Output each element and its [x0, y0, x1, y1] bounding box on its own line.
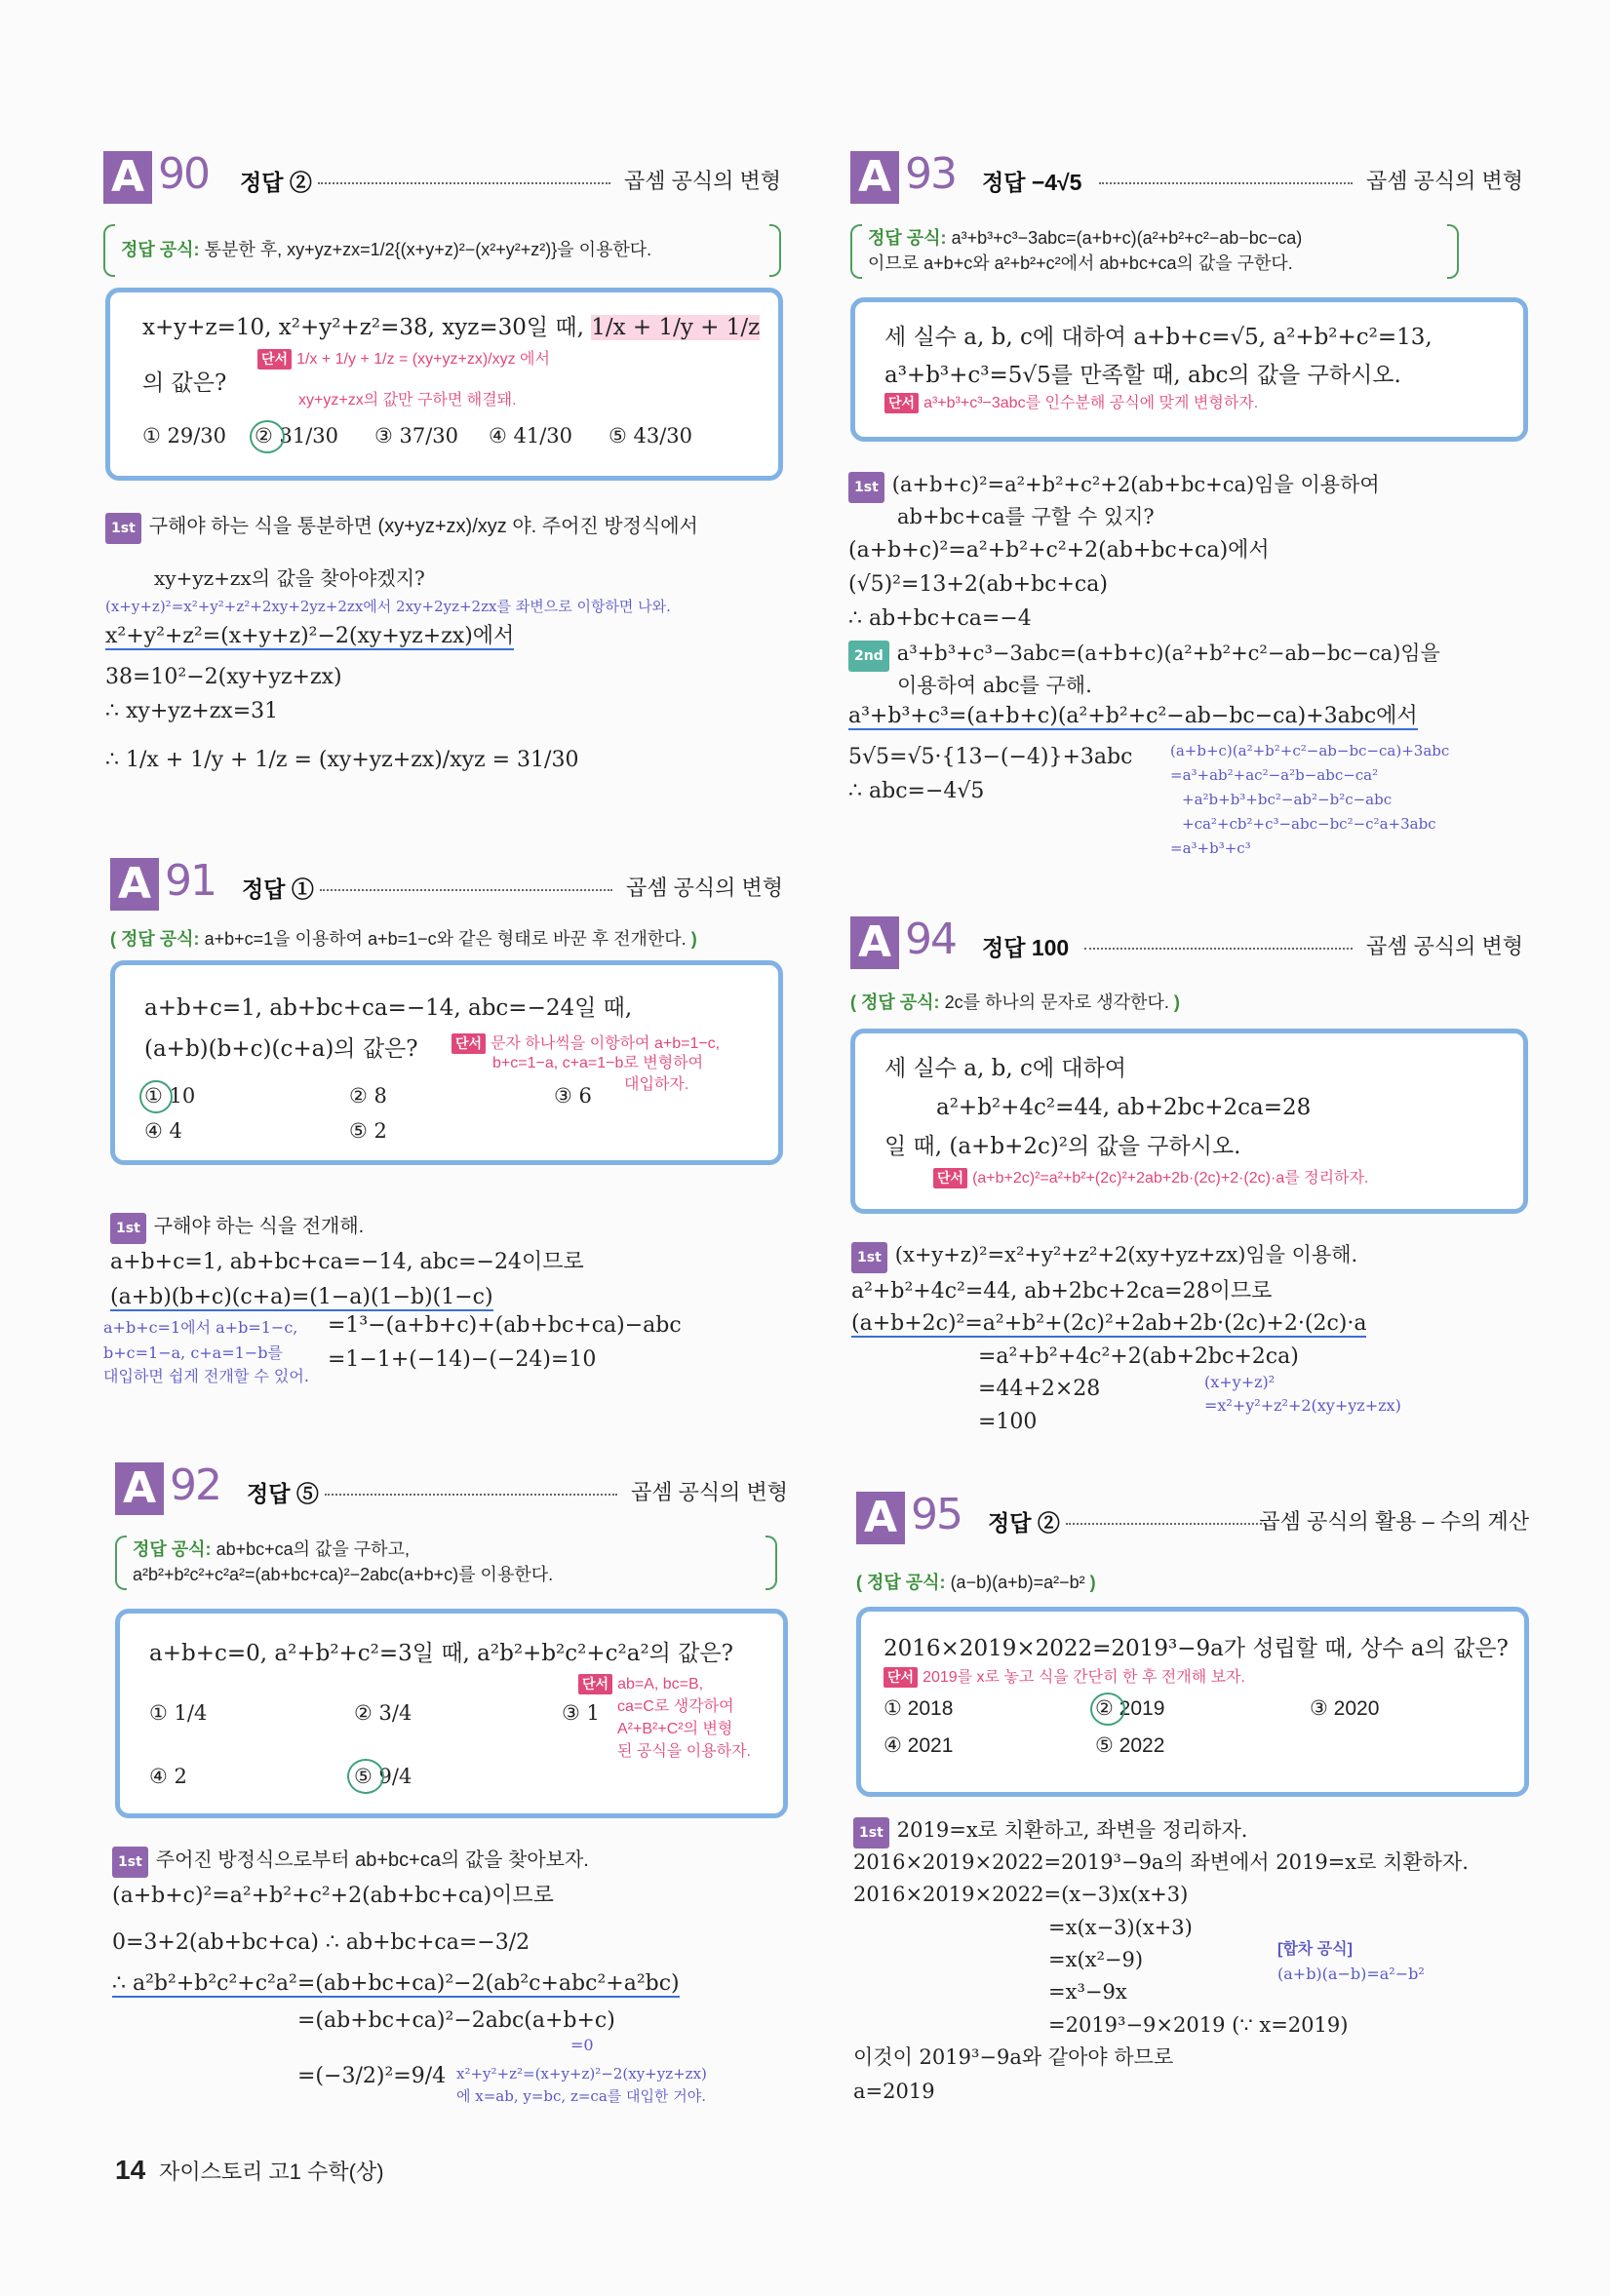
sol95-3: 2016×2019×2022=(x−3)x(x+3)	[853, 1883, 1189, 1906]
sol93-2: ab+bc+ca를 구할 수 있지?	[897, 505, 1155, 528]
answer-label: 정답 ②	[988, 1510, 1060, 1536]
option-5: ⑤ 2022	[1095, 1734, 1165, 1757]
sol95-note-2: (a+b)(a−b)=a²−b²	[1277, 1965, 1425, 1983]
sol95-2: 2016×2019×2022=2019³−9a의 좌변에서 2019=x로 치환하자.	[853, 1850, 1469, 1874]
a-badge: A	[103, 151, 152, 204]
hint-line-4: 된 공식을 이용하자.	[617, 1743, 751, 1760]
section-header	[856, 1492, 1529, 1552]
formula-text: 2c를 하나의 문자로 생각한다.	[944, 992, 1169, 1012]
key-formula: ( 정답 공식: (a−b)(a+b)=a²−b² )	[856, 1573, 1096, 1592]
category-label: 곱셈 공식의 변형	[631, 1480, 788, 1504]
category-label: 곱셈 공식의 변형	[1366, 934, 1523, 958]
sol95-4: =x(x−3)(x+3)	[1048, 1916, 1193, 1939]
bracket-right	[766, 1536, 777, 1590]
question-line-1: a+b+c=0, a²+b²+c²=3일 때, a²b²+b²c²+c²a²의 값은?	[149, 1641, 733, 1666]
hint: 단서 (a+b+2c)²=a²+b²+(2c)²+2ab+2b·(2c)+2·(2c)·a를 정리하자.	[933, 1168, 1368, 1188]
formula-label: 정답 공식:	[868, 228, 947, 248]
book-title: 자이스토리 고1 수학(상)	[159, 2160, 384, 2184]
sol92-2: (a+b+c)²=a²+b²+c²+2(ab+bc+ca)이므로	[112, 1884, 554, 1908]
key-formula: ( 정답 공식: a+b+c=1을 이용하여 a+b=1−c와 같은 형태로 바꾼 후 전개한다. )	[110, 929, 697, 949]
hint-tag: 단서	[884, 393, 919, 413]
sol93-1: 1st (a+b+c)²=a²+b²+c²+2(ab+bc+ca)임을 이용하여	[848, 470, 1380, 503]
problem-number: 90	[158, 149, 209, 199]
problem-number: 95	[911, 1490, 962, 1539]
sol93-4: (√5)²=13+2(ab+bc+ca)	[848, 572, 1108, 597]
question-expression: 1/x + 1/y + 1/z	[591, 315, 761, 340]
sol93-7: 이용하여 abc를 구해.	[897, 674, 1092, 697]
sol91-3: (a+b)(b+c)(c+a)=(1−a)(1−b)(1−c)	[110, 1285, 493, 1309]
sol93-note-1: (a+b+c)(a²+b²+c²−ab−bc−ca)+3abc	[1170, 742, 1450, 759]
key-formula	[121, 237, 651, 262]
section-a92	[115, 1462, 788, 1833]
key-formula-2: a²b²+b²c²+c²a²=(ab+bc+ca)²−2abc(a+b+c)를 이용한다.	[133, 1565, 554, 1584]
sol92-note-2: 에 x=ab, y=bc, z=ca를 대입한 거야.	[456, 2087, 707, 2105]
sol94-5: =44+2×28	[978, 1377, 1101, 1401]
hint-line-2: ca=C로 생각하여	[617, 1698, 734, 1715]
sol91-note-2: b+c=1−a, c+a=1−b를	[103, 1343, 283, 1362]
sol91-note-1: a+b+c=1에서 a+b=1−c,	[103, 1318, 298, 1337]
option-3: ③ 1	[562, 1701, 600, 1725]
answer-label: 정답 ②	[240, 170, 312, 195]
hint-tag: 단서	[933, 1168, 967, 1188]
answer-circle	[1090, 1693, 1125, 1726]
answer-circle	[347, 1759, 384, 1794]
question-line-2: a²+b²+4c²=44, ab+2bc+2ca=28	[936, 1095, 1312, 1120]
a-badge: A	[856, 1492, 905, 1544]
a-badge: A	[850, 151, 899, 204]
hint-line-2: b+c=1−a, c+a=1−b로 변형하여	[492, 1055, 704, 1071]
category-label: 곱셈 공식의 변형	[626, 876, 783, 900]
hint: 단서 문자 하나씩을 이항하여 a+b=1−c,	[452, 1033, 720, 1054]
sol93-9: 5√5=√5·{13−(−4)}+3abc	[848, 745, 1133, 769]
sol92-6: =(−3/2)²=9/4	[297, 2064, 447, 2088]
section-header	[850, 151, 1523, 212]
sol92-1: 1st 주어진 방정식으로부터 ab+bc+ca의 값을 찾아보자.	[112, 1846, 589, 1878]
answer-circle	[250, 420, 285, 453]
sol94-2: a²+b²+4c²=44, ab+2bc+2ca=28이므로	[851, 1279, 1273, 1304]
option-2: ② 2019	[1095, 1697, 1165, 1720]
sol94-3: (a+b+2c)²=a²+b²+(2c)²+2ab+2b·(2c)+2·(2c)·a	[851, 1311, 1367, 1336]
bracket-left	[103, 224, 115, 277]
option-3: ③ 6	[554, 1084, 592, 1108]
sol94-note-1: (x+y+z)²	[1204, 1373, 1276, 1391]
section-a95	[856, 1492, 1529, 1804]
sol93-5: ∴ ab+bc+ca=−4	[848, 606, 1032, 631]
option-4: ④ 4	[144, 1119, 182, 1143]
sol91-5: =1−1+(−14)−(−24)=10	[328, 1347, 597, 1372]
sol90-6: ∴ 1/x + 1/y + 1/z = (xy+yz+zx)/xyz = 31/30	[105, 748, 579, 772]
formula-text: 통분한 후, xy+yz+zx=1/2{(x+y+z)²−(x²+y²+z²)}을 이용한다.	[204, 240, 652, 259]
question-line-2: (a+b)(b+c)(c+a)의 값은?	[144, 1036, 418, 1062]
question-line-1: x+y+z=10, x²+y²+z²=38, xyz=30일 때, 1/x + 1/y + 1/z	[142, 315, 761, 340]
leader-dots	[318, 182, 610, 184]
problem-number: 94	[905, 915, 956, 964]
sol93-3: (a+b+c)²=a²+b²+c²+2(ab+bc+ca)에서	[848, 538, 1270, 563]
question-line-1: 세 실수 a, b, c에 대하여	[884, 1056, 1127, 1081]
formula-text: a+b+c=1을 이용하여 a+b=1−c와 같은 형태로 바꾼 후 전개한다.	[204, 929, 687, 949]
formula-label: 정답 공식:	[121, 240, 200, 259]
section-a93	[850, 151, 1523, 444]
sol94-1: 1st (x+y+z)²=x²+y²+z²+2(xy+yz+zx)임을 이용해.	[851, 1240, 1357, 1273]
option-2: ② 31/30	[255, 424, 339, 448]
sol90-note: (x+y+z)²=x²+y²+z²+2xy+2yz+2zx에서 2xy+2yz+2zx를 좌변으로 이항하면 나와.	[105, 598, 671, 615]
option-2: ② 8	[349, 1084, 387, 1108]
option-4: ④ 2021	[884, 1734, 954, 1757]
sol92-note-1: x²+y²+z²=(x+y+z)²−2(xy+yz+zx)	[456, 2065, 707, 2082]
option-4: ④ 41/30	[489, 424, 573, 448]
sol92-5: =(ab+bc+ca)²−2abc(a+b+c)	[297, 2008, 615, 2033]
answer-label: 정답 ①	[242, 876, 314, 902]
option-1: ① 1/4	[149, 1701, 208, 1725]
key-formula-2: 이므로 a+b+c와 a²+b²+c²에서 ab+bc+ca의 값을 구한다.	[868, 253, 1293, 273]
option-4: ④ 2	[149, 1765, 187, 1788]
hint-line-3: A²+B²+C²의 변형	[617, 1721, 733, 1737]
sol95-1: 1st 2019=x로 치환하고, 좌변을 정리하자.	[853, 1815, 1247, 1848]
sol90-2: xy+yz+zx의 값을 찾아야겠지?	[154, 566, 425, 590]
section-a91	[110, 858, 783, 1189]
sol90-5: ∴ xy+yz+zx=31	[105, 699, 279, 723]
sol92-4: ∴ a²b²+b²c²+c²a²=(ab+bc+ca)²−2(ab²c+abc²+a²bc)	[112, 1971, 680, 1996]
hint: 단서 ab=A, bc=B,	[578, 1674, 703, 1694]
a-badge: A	[850, 916, 899, 969]
step-1st-tag: 1st	[853, 1817, 889, 1848]
bracket-right	[1447, 224, 1459, 279]
hint-tag: 단서	[257, 349, 292, 370]
sol93-note-2: =a³+ab²+ac²−a²b−abc−ca²	[1170, 766, 1379, 784]
problem-number: 93	[905, 149, 956, 199]
step-1st-tag: 1st	[851, 1242, 887, 1273]
question-line-1: a+b+c=1, ab+bc+ca=−14, abc=−24일 때,	[144, 995, 633, 1021]
formula-label: 정답 공식:	[121, 929, 200, 949]
leader-dots	[1084, 948, 1353, 950]
option-5: ⑤ 2	[349, 1119, 387, 1143]
sol93-6: 2nd a³+b³+c³−3abc=(a+b+c)(a²+b²+c²−ab−bc−ca)임을	[848, 639, 1440, 672]
a-badge: A	[110, 858, 159, 911]
sol91-note-3: 대입하면 쉽게 전개할 수 있어.	[103, 1367, 309, 1385]
hint: 단서 1/x + 1/y + 1/z = (xy+yz+zx)/xyz 에서	[257, 349, 550, 370]
page-number: 14	[115, 2155, 146, 2185]
step-1st-tag: 1st	[110, 1213, 146, 1244]
question-line-3: 일 때, (a+b+2c)²의 값을 구하시오.	[884, 1134, 1241, 1159]
hint: 단서 a³+b³+c³−3abc를 인수분해 공식에 맞게 변형하자.	[884, 393, 1258, 413]
sol95-note-1: [합차 공식]	[1277, 1941, 1353, 1958]
key-formula: ( 정답 공식: 2c를 하나의 문자로 생각한다. )	[850, 992, 1180, 1012]
sol92-3: 0=3+2(ab+bc+ca) ∴ ab+bc+ca=−3/2	[112, 1930, 530, 1955]
sol93-note-3: +a²b+b³+bc²−ab²−b²c−abc	[1182, 791, 1393, 808]
option-3: ③ 37/30	[374, 424, 459, 448]
sol93-note-4: +ca²+cb²+c³−abc−bc²−c²a+3abc	[1182, 815, 1436, 833]
sol93-10: ∴ abc=−4√5	[848, 779, 985, 803]
leader-dots	[1066, 1523, 1266, 1525]
category-label: 곱셈 공식의 활용 – 수의 계산	[1259, 1509, 1529, 1534]
sol95-6: =x³−9x	[1048, 1980, 1127, 2004]
section-header	[115, 1462, 788, 1523]
hint: 단서 2019를 x로 놓고 식을 간단히 한 후 전개해 보자.	[884, 1667, 1245, 1688]
hint-line-3: 대입하자.	[624, 1076, 689, 1093]
answer-label: 정답 100	[982, 935, 1070, 960]
page-footer	[115, 2155, 384, 2186]
option-1: ① 2018	[884, 1697, 954, 1720]
bracket-left	[850, 224, 862, 279]
sol95-7: =2019³−9×2019 (∵ x=2019)	[1048, 2013, 1349, 2037]
leader-dots	[320, 889, 612, 891]
option-5: ⑤ 9/4	[354, 1765, 412, 1788]
option-1: ① 29/30	[142, 424, 227, 448]
hint-tag: 단서	[884, 1667, 918, 1688]
formula-label: 정답 공식:	[861, 992, 940, 1012]
leader-dots	[1099, 182, 1353, 184]
leader-dots	[325, 1494, 617, 1496]
question-line-2: a³+b³+c³=5√5를 만족할 때, abc의 값을 구하시오.	[884, 363, 1401, 388]
sol94-6: =100	[978, 1410, 1038, 1434]
question-line-1: 2016×2019×2022=2019³−9a가 성립할 때, 상수 a의 값은?	[884, 1636, 1509, 1661]
category-label: 곱셈 공식의 변형	[1366, 169, 1523, 193]
sol91-1: 1st 구해야 하는 식을 전개해.	[110, 1212, 364, 1244]
sol90-4: 38=10²−2(xy+yz+zx)	[105, 665, 342, 689]
step-1st-tag: 1st	[105, 513, 141, 544]
sol94-4: =a²+b²+4c²+2(ab+2bc+2ca)	[978, 1344, 1299, 1369]
sol93-8: a³+b³+c³=(a+b+c)(a²+b²+c²−ab−bc−ca)+3abc에서	[848, 704, 1418, 728]
a-badge: A	[115, 1462, 164, 1515]
section-a94	[850, 916, 1523, 1219]
formula-text: (a−b)(a+b)=a²−b²	[950, 1573, 1085, 1592]
key-formula-1: 정답 공식: ab+bc+ca의 값을 구하고,	[133, 1539, 410, 1559]
sol90-1: 1st 구해야 하는 식을 통분하면 (xy+yz+zx)/xyz 야. 주어진 방정식에서	[105, 512, 698, 544]
hint-line-2: xy+yz+zx의 값만 구하면 해결돼.	[298, 392, 517, 409]
category-label: 곱셈 공식의 변형	[624, 169, 781, 193]
question-line-2: 의 값은?	[142, 370, 227, 396]
answer-label: 정답 −4√5	[982, 170, 1082, 195]
bracket-right	[769, 224, 781, 277]
sol91-4: =1³−(a+b+c)+(ab+bc+ca)−abc	[328, 1313, 682, 1338]
answer-circle	[139, 1080, 173, 1113]
formula-label: 정답 공식:	[867, 1573, 946, 1592]
sol95-8: 이것이 2019³−9a와 같아야 하므로	[853, 2045, 1174, 2069]
question-line-1: 세 실수 a, b, c에 대하여 a+b+c=√5, a²+b²+c²=13,	[884, 325, 1433, 350]
option-1: ① 10	[144, 1084, 196, 1108]
option-2: ② 3/4	[354, 1701, 412, 1725]
problem-number: 92	[170, 1460, 220, 1510]
hint-tag: 단서	[578, 1674, 612, 1694]
step-2nd-tag: 2nd	[848, 641, 889, 672]
sol95-5: =x(x²−9)	[1048, 1948, 1144, 1971]
hint-tag: 단서	[452, 1033, 486, 1054]
option-5: ⑤ 43/30	[609, 424, 693, 448]
step-1st-tag: 1st	[848, 472, 884, 503]
step-1st-tag: 1st	[112, 1847, 148, 1878]
sol90-3: x²+y²+z²=(x+y+z)²−2(xy+yz+zx)에서	[105, 624, 515, 648]
problem-number: 91	[165, 856, 216, 906]
option-3: ③ 2020	[1310, 1697, 1380, 1720]
answer-label: 정답 ⑤	[247, 1481, 319, 1506]
section-header	[103, 151, 781, 212]
sol94-note-2: =x²+y²+z²+2(xy+yz+zx)	[1204, 1396, 1401, 1415]
section-header	[850, 916, 1523, 977]
bracket-left	[115, 1536, 127, 1590]
formula-label: 정답 공식:	[133, 1539, 212, 1559]
sol93-note-5: =a³+b³+c³	[1170, 839, 1251, 857]
sol95-9: a=2019	[853, 2080, 935, 2103]
section-header	[110, 858, 783, 918]
sol91-2: a+b+c=1, ab+bc+ca=−14, abc=−24이므로	[110, 1250, 584, 1274]
key-formula-1: 정답 공식: a³+b³+c³−3abc=(a+b+c)(a²+b²+c²−ab−bc−ca)	[868, 228, 1303, 248]
sol92-eq0: =0	[570, 2036, 594, 2054]
